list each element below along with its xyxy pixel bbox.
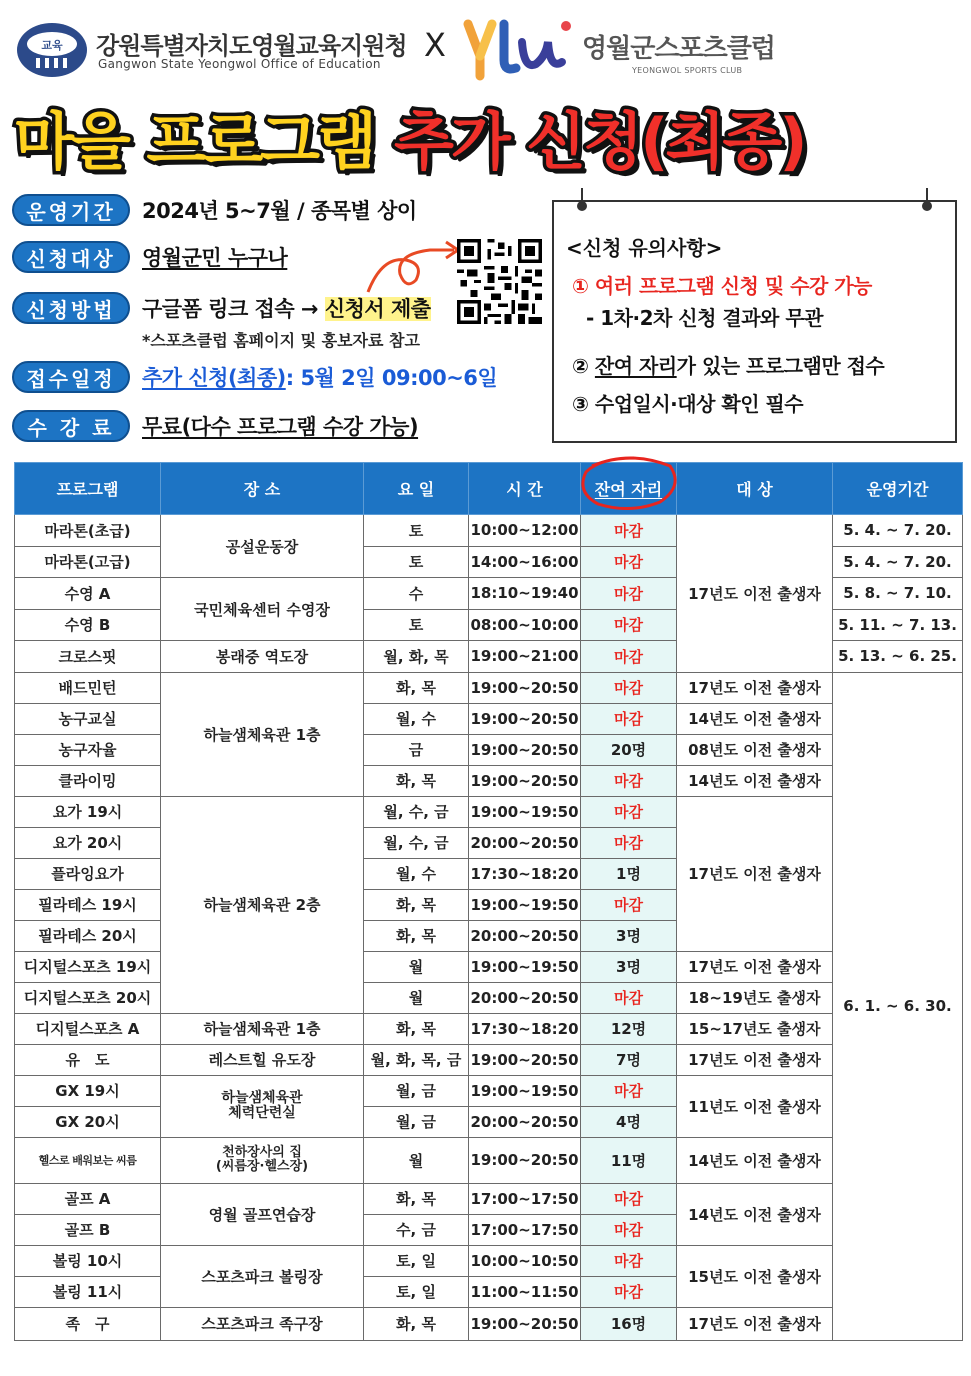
day-cell: 화, 목 <box>364 920 469 951</box>
table-row <box>15 515 963 547</box>
target-cell: 17년도 이전 출생자 <box>677 796 833 951</box>
time-cell: 20:00~20:50 <box>469 982 581 1013</box>
program-cell: 클라이밍 <box>15 765 161 796</box>
program-cell: 족 구 <box>15 1307 161 1340</box>
venue-cell: 스포츠파크 볼링장 <box>161 1245 364 1307</box>
program-cell: 농구자율 <box>15 734 161 765</box>
target-label: 신청대상 <box>12 241 130 273</box>
seats-cell: 20명 <box>581 734 677 765</box>
time-cell: 17:30~18:20 <box>469 1013 581 1044</box>
seats-cell: 마감 <box>581 609 677 641</box>
time-cell: 14:00~16:00 <box>469 546 581 578</box>
time-cell: 19:00~20:50 <box>469 1137 581 1183</box>
venue-cell: 하늘샘체육관 체력단련실 <box>161 1075 364 1137</box>
table-row <box>15 951 963 982</box>
sports-club-logo <box>462 16 574 82</box>
table-header-row <box>15 463 963 515</box>
day-cell: 월 <box>364 1137 469 1183</box>
table-row <box>15 672 963 703</box>
schedule-value-a: 추가 신청(최종) <box>142 366 286 390</box>
header-remaining-seats: 잔여 자리 <box>581 463 677 515</box>
time-cell: 19:00~19:50 <box>469 951 581 982</box>
program-cell: 헬스로 배워보는 씨름 <box>15 1137 161 1183</box>
seats-cell: 4명 <box>581 1106 677 1137</box>
time-cell: 11:00~11:50 <box>469 1276 581 1307</box>
time-cell: 19:00~20:50 <box>469 734 581 765</box>
time-cell: 19:00~19:50 <box>469 796 581 827</box>
info-row-schedule <box>12 360 497 394</box>
header-venue: 장 소 <box>161 463 364 515</box>
time-cell: 19:00~21:00 <box>469 641 581 673</box>
day-cell: 수, 금 <box>364 1214 469 1245</box>
header-program: 프로그램 <box>15 463 161 515</box>
time-cell: 19:00~20:50 <box>469 703 581 734</box>
target-cell: 17년도 이전 출생자 <box>677 672 833 703</box>
program-cell: 골프 A <box>15 1183 161 1214</box>
table-row <box>15 765 963 796</box>
notice-item-3: ③ 수업일시·대상 확인 필수 <box>572 392 804 416</box>
seats-cell: 1명 <box>581 858 677 889</box>
program-cell: 디지털스포츠 A <box>15 1013 161 1044</box>
seats-cell: 3명 <box>581 920 677 951</box>
program-cell: 농구교실 <box>15 703 161 734</box>
program-cell: 볼링 11시 <box>15 1276 161 1307</box>
time-cell: 17:00~17:50 <box>469 1183 581 1214</box>
method-value-b: 신청서 제출 <box>324 297 431 321</box>
day-cell: 토, 일 <box>364 1276 469 1307</box>
reference-note: *스포츠클럽 홈페이지 및 홍보자료 참고 <box>142 331 420 350</box>
fee-value: 무료(다수 프로그램 수강 가능) <box>142 415 419 439</box>
venue-cell: 스포츠파크 족구장 <box>161 1307 364 1340</box>
seats-cell: 12명 <box>581 1013 677 1044</box>
schedule-value <box>142 362 497 392</box>
seats-cell: 3명 <box>581 951 677 982</box>
program-cell: 배드민턴 <box>15 672 161 703</box>
seats-cell: 마감 <box>581 1183 677 1214</box>
program-cell: 플라잉요가 <box>15 858 161 889</box>
venue-cell: 국민체육센터 수영장 <box>161 578 364 641</box>
time-cell: 17:30~18:20 <box>469 858 581 889</box>
table-row <box>15 1044 963 1075</box>
day-cell: 화, 목 <box>364 1183 469 1214</box>
seats-cell: 마감 <box>581 515 677 547</box>
method-label: 신청방법 <box>12 292 130 324</box>
method-value-a: 구글폼 링크 접속 → <box>142 297 325 321</box>
seats-cell: 16명 <box>581 1307 677 1340</box>
seats-cell: 11명 <box>581 1137 677 1183</box>
target-cell: 15~17년도 출생자 <box>677 1013 833 1044</box>
poster-title <box>14 92 964 178</box>
venue-cell: 하늘샘체육관 2층 <box>161 796 364 1013</box>
program-cell: 크로스핏 <box>15 641 161 673</box>
info-row-period <box>12 193 417 227</box>
period-cell: 5. 4. ~ 7. 20. <box>833 546 963 578</box>
seats-cell: 마감 <box>581 1245 677 1276</box>
period-cell: 6. 1. ~ 6. 30. <box>833 672 963 1340</box>
seats-cell: 마감 <box>581 796 677 827</box>
program-cell: 디지털스포츠 19시 <box>15 951 161 982</box>
table-row <box>15 1075 963 1106</box>
program-cell: 수영 B <box>15 609 161 641</box>
header-time: 시 간 <box>469 463 581 515</box>
seats-cell: 마감 <box>581 765 677 796</box>
title-red-part: 추가 신청(최종) <box>393 105 805 178</box>
venue-cell: 천하장사의 집 (씨름장·헬스장) <box>161 1137 364 1183</box>
svg-text:교육: 교육 <box>41 39 63 52</box>
period-value: 2024년 5~7월 / 종목별 상이 <box>142 199 417 223</box>
table-row <box>15 703 963 734</box>
target-cell: 17년도 이전 출생자 <box>677 1044 833 1075</box>
venue-cell: 하늘샘체육관 1층 <box>161 1013 364 1044</box>
header-period: 운영기간 <box>833 463 963 515</box>
target-value: 영월군민 누구나 <box>142 246 288 270</box>
time-cell: 20:00~20:50 <box>469 827 581 858</box>
fee-label: 수 강 료 <box>12 410 130 442</box>
schedule-value-b: : 5월 2일 09:00~6일 <box>285 366 498 390</box>
day-cell: 수 <box>364 578 469 610</box>
day-cell: 월, 수, 금 <box>364 796 469 827</box>
pin-icon <box>576 188 588 214</box>
pin-icon <box>921 188 933 214</box>
period-label: 운영기간 <box>12 194 130 226</box>
target-cell: 17년도 이전 출생자 <box>677 1307 833 1340</box>
day-cell: 화, 목 <box>364 1013 469 1044</box>
program-cell: GX 20시 <box>15 1106 161 1137</box>
target-cell: 17년도 이전 출생자 <box>677 515 833 673</box>
time-cell: 19:00~20:50 <box>469 765 581 796</box>
notice-item-1: ① 여러 프로그램 신청 및 수강 가능 <box>572 274 872 298</box>
day-cell: 토 <box>364 515 469 547</box>
table-row <box>15 982 963 1013</box>
target-cell: 15년도 이전 출생자 <box>677 1245 833 1307</box>
day-cell: 월 <box>364 951 469 982</box>
education-office-name: 강원특별자치도영월교육지원청 <box>96 32 407 60</box>
period-cell: 5. 11. ~ 7. 13. <box>833 609 963 641</box>
target-cell: 14년도 이전 출생자 <box>677 1137 833 1183</box>
day-cell: 월, 수, 금 <box>364 827 469 858</box>
program-cell: 마라톤(초급) <box>15 515 161 547</box>
program-cell: 유 도 <box>15 1044 161 1075</box>
table-row <box>15 1013 963 1044</box>
day-cell: 월 <box>364 982 469 1013</box>
seats-cell: 마감 <box>581 641 677 673</box>
header <box>0 0 971 90</box>
day-cell: 토 <box>364 609 469 641</box>
target-cell: 17년도 이전 출생자 <box>677 951 833 982</box>
venue-cell: 영월 골프연습장 <box>161 1183 364 1245</box>
time-cell: 10:00~12:00 <box>469 515 581 547</box>
program-cell: 볼링 10시 <box>15 1245 161 1276</box>
program-cell: 요가 19시 <box>15 796 161 827</box>
day-cell: 화, 목 <box>364 1307 469 1340</box>
header-target: 대 상 <box>677 463 833 515</box>
program-cell: 골프 B <box>15 1214 161 1245</box>
table-row <box>15 796 963 827</box>
education-office-name-en: Gangwon State Yeongwol Office of Education <box>98 57 381 71</box>
day-cell: 화, 목 <box>364 672 469 703</box>
time-cell: 17:00~17:50 <box>469 1214 581 1245</box>
day-cell: 월, 금 <box>364 1106 469 1137</box>
seats-cell: 마감 <box>581 889 677 920</box>
seats-cell: 마감 <box>581 703 677 734</box>
info-row-fee <box>12 409 418 443</box>
notice-box <box>552 200 957 443</box>
target-cell: 14년도 이전 출생자 <box>677 703 833 734</box>
venue-cell: 공설운동장 <box>161 515 364 578</box>
qr-code-icon[interactable] <box>457 239 542 324</box>
day-cell: 월, 화, 목, 금 <box>364 1044 469 1075</box>
day-cell: 월, 수 <box>364 703 469 734</box>
notice-item-1-sub: - 1차·2차 신청 결과와 무관 <box>586 306 823 330</box>
program-schedule-table <box>14 462 963 1341</box>
program-cell: 마라톤(고급) <box>15 546 161 578</box>
seats-cell: 마감 <box>581 672 677 703</box>
day-cell: 화, 목 <box>364 889 469 920</box>
table-row <box>15 1137 963 1183</box>
time-cell: 20:00~20:50 <box>469 920 581 951</box>
target-cell: 18~19년도 출생자 <box>677 982 833 1013</box>
program-cell: 수영 A <box>15 578 161 610</box>
venue-cell: 하늘샘체육관 1층 <box>161 672 364 796</box>
table-row <box>15 1183 963 1214</box>
time-cell: 19:00~20:50 <box>469 672 581 703</box>
seats-cell: 마감 <box>581 1075 677 1106</box>
day-cell: 토 <box>364 546 469 578</box>
notice-item-2 <box>572 350 884 379</box>
time-cell: 18:10~19:40 <box>469 578 581 610</box>
period-cell: 5. 8. ~ 7. 10. <box>833 578 963 610</box>
seats-cell: 마감 <box>581 1276 677 1307</box>
table-row <box>15 1307 963 1340</box>
table-row <box>15 734 963 765</box>
day-cell: 토, 일 <box>364 1245 469 1276</box>
seats-cell: 7명 <box>581 1044 677 1075</box>
time-cell: 08:00~10:00 <box>469 609 581 641</box>
header-day: 요 일 <box>364 463 469 515</box>
day-cell: 화, 목 <box>364 765 469 796</box>
day-cell: 금 <box>364 734 469 765</box>
target-cell: 08년도 이전 출생자 <box>677 734 833 765</box>
table-row <box>15 1245 963 1276</box>
notice-item-2-c: 가 있는 프로그램만 접수 <box>676 354 885 378</box>
notice-item-2-b: 잔여 자리 <box>594 354 677 378</box>
schedule-label: 접수일정 <box>12 361 130 393</box>
program-cell: 필라테스 20시 <box>15 920 161 951</box>
arrow-swirl-icon <box>360 230 470 300</box>
program-cell: 필라테스 19시 <box>15 889 161 920</box>
day-cell: 월, 수 <box>364 858 469 889</box>
time-cell: 10:00~10:50 <box>469 1245 581 1276</box>
education-office-logo <box>16 22 88 78</box>
time-cell: 20:00~20:50 <box>469 1106 581 1137</box>
info-row-target <box>12 240 287 274</box>
cross-mark: X <box>424 26 446 64</box>
seats-cell: 마감 <box>581 982 677 1013</box>
day-cell: 월, 화, 목 <box>364 641 469 673</box>
program-cell: 디지털스포츠 20시 <box>15 982 161 1013</box>
notice-title: <신청 유의사항> <box>566 236 723 260</box>
program-cell: 요가 20시 <box>15 827 161 858</box>
seats-cell: 마감 <box>581 546 677 578</box>
seats-cell: 마감 <box>581 1214 677 1245</box>
day-cell: 월, 금 <box>364 1075 469 1106</box>
sports-club-name-en: YEONGWOL SPORTS CLUB <box>632 66 743 75</box>
venue-cell: 레스트힐 유도장 <box>161 1044 364 1075</box>
target-cell: 14년도 이전 출생자 <box>677 1183 833 1245</box>
time-cell: 19:00~20:50 <box>469 1307 581 1340</box>
target-cell: 14년도 이전 출생자 <box>677 765 833 796</box>
seats-cell: 마감 <box>581 827 677 858</box>
target-cell: 11년도 이전 출생자 <box>677 1075 833 1137</box>
time-cell: 19:00~20:50 <box>469 1044 581 1075</box>
period-cell: 5. 4. ~ 7. 20. <box>833 515 963 547</box>
venue-cell: 봉래중 역도장 <box>161 641 364 673</box>
program-cell: GX 19시 <box>15 1075 161 1106</box>
period-cell: 5. 13. ~ 6. 25. <box>833 641 963 673</box>
notice-item-2-a: ② <box>572 354 595 378</box>
time-cell: 19:00~19:50 <box>469 889 581 920</box>
time-cell: 19:00~19:50 <box>469 1075 581 1106</box>
sports-club-name: 영월군스포츠클럽 <box>582 34 775 64</box>
seats-cell: 마감 <box>581 578 677 610</box>
title-yellow-part: 마을 프로그램 <box>14 105 374 178</box>
